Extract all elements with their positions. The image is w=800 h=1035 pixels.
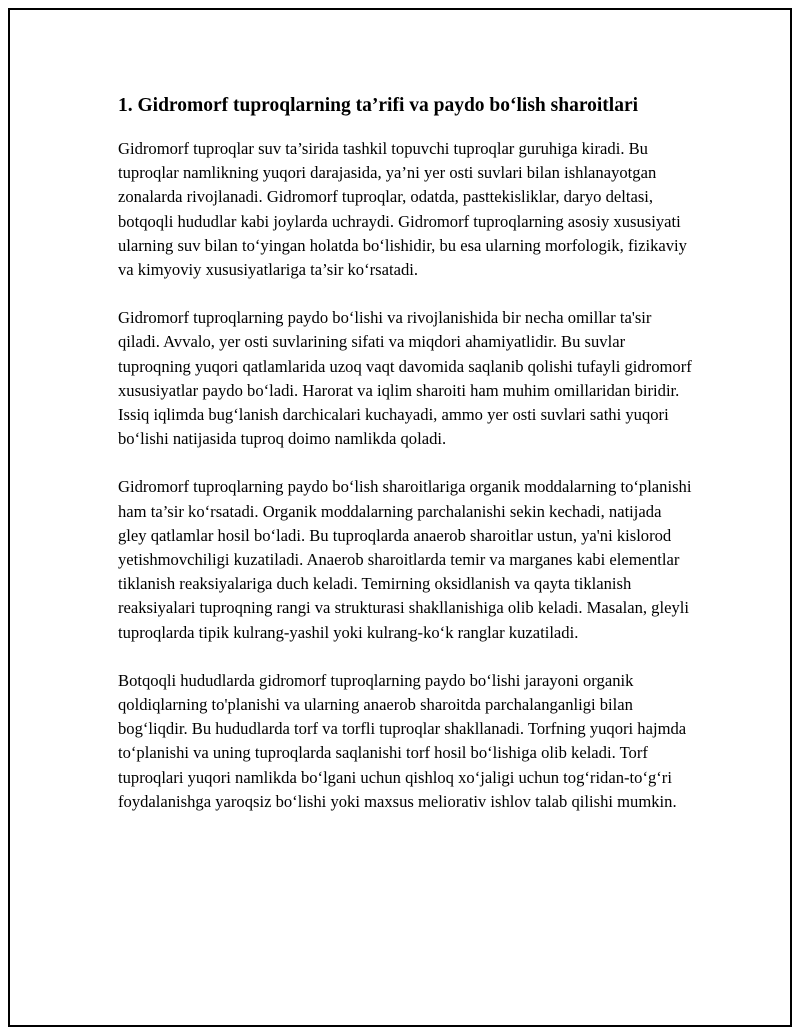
section-heading: 1. Gidromorf tuproqlarning ta’rifi va paydo bo‘lish sharoitlari	[118, 95, 639, 116]
paragraph-3: Gidromorf tuproqlarning paydo bo‘lish sharoitlariga organik moddalarning to‘planishi ham ta’sir ko‘rsatadi. Organik moddalarning parchalanishi sekin kechadi, natijada gley qatlamlar hosil bo‘ladi. Bu tuproqlarda anaerob sharoitlar ustun, ya'ni kislorod yetishmovchiligi kuzatiladi. Anaerob sharoitlarda temir va marganes kabi elementlar tiklanish reaksiyalariga duch keladi. Temirning oksidlanish va qayta tiklanish reaksiyalari tuproqning rangi va strukturasi shakllanishiga olib keladi. Masalan, gleyli tuproqlarda tipik kulrang-yashil yoki kulrang-ko‘k ranglar kuzatiladi.	[118, 477, 692, 642]
paragraph-2: Gidromorf tuproqlarning paydo bo‘lishi va rivojlanishida bir necha omillar ta'sir qiladi. Avvalo, yer osti suvlarining sifati va miqdori ahamiyatlidir. Bu suvlar tuproqning yuqori qatlamlarida uzoq vaqt davomida saqlanib qolishi tufayli gidromorf xususiyatlar paydo bo‘ladi. Harorat va iqlim sharoiti ham muhim omillaridan biridir. Issiq iqlimda bug‘lanish darchicalari kuchayadi, ammo yer osti suvlari sathi yuqori bo‘lishi natijasida tuproq doimo namlikda qoladi.	[118, 308, 692, 449]
paragraph-1: Gidromorf tuproqlar suv ta’sirida tashkil topuvchi tuproqlar guruhiga kiradi. Bu tuproqlar namlikning yuqori darajasida, ya’ni yer osti suvlari bilan ishlanayotgan zonalarda rivojlanadi. Gidromorf tuproqlar, odatda, pasttekisliklar, daryo deltasi, botqoqli hududlar kabi joylarda uchraydi. Gidromorf tuproqlarning asosiy xususiyati ularning suv bilan to‘yingan holatda bo‘lishidir, bu esa ularning morfologik, fizikaviy va kimyoviy xususiyatlariga ta’sir ko‘rsatadi.	[118, 139, 687, 280]
document-body	[118, 92, 693, 838]
paragraph-4: Botqoqli hududlarda gidromorf tuproqlarning paydo bo‘lishi jarayoni organik qoldiqlarning to'planishi va ularning anaerob sharoitda parchalanganligi bilan bog‘liqdir. Bu hududlarda torf va torfli tuproqlar shakllanadi. Torfning yuqori hajmda to‘planishi va uning tuproqlarda saqlanishi torf hosil bo‘lishiga olib keladi. Torf tuproqlari yuqori namlikda bo‘lgani uchun qishloq xo‘jaligi uchun tog‘ridan-to‘g‘ri foydalanishga yaroqsiz bo‘lishi yoki maxsus meliorativ ishlov talab qilishi mumkin.	[118, 670, 687, 811]
